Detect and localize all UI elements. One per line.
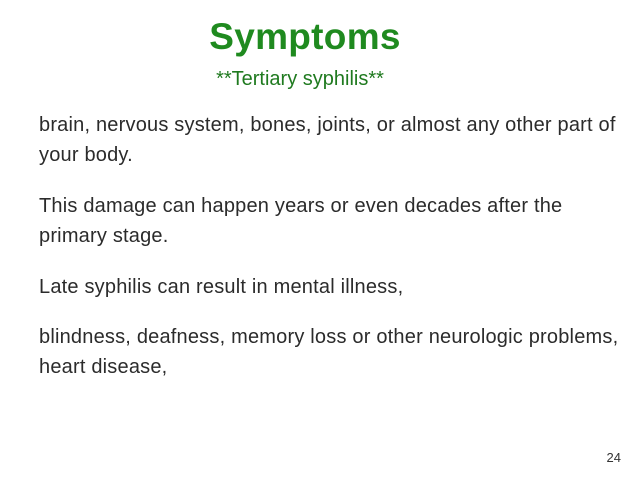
body-paragraph-2: This damage can happen years or even decades after the primary stage. <box>39 195 563 247</box>
slide-title: Symptoms <box>209 16 401 57</box>
body-paragraph-4: blindness, deafness, memory loss or other neurologic problems, heart disease, <box>39 326 619 378</box>
slide-subtitle: **Tertiary syphilis** <box>216 68 384 90</box>
page-number: 24 <box>606 450 621 465</box>
body-paragraph-3: Late syphilis can result in mental illness, <box>39 276 404 298</box>
body-paragraph-1: brain, nervous system, bones, joints, or almost any other part of your body. <box>39 114 616 166</box>
